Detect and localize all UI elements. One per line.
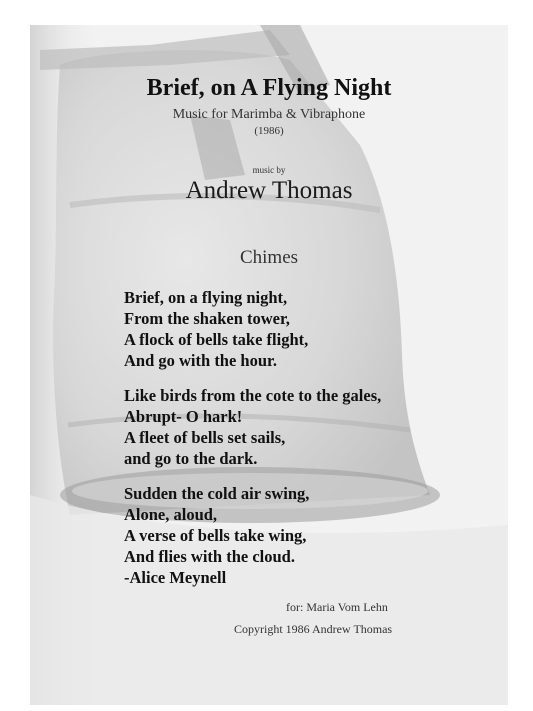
poem-line: And go with the hour. [124,351,277,370]
poem-line: And flies with the cloud. [124,547,295,566]
poem-line: Sudden the cold air swing, [124,484,310,503]
poem-line: A flock of bells take flight, [124,330,309,349]
poem-line: Like birds from the cote to the gales, [124,386,382,405]
dedication: for: Maria Vom Lehn [286,600,388,614]
poem-line: From the shaken tower, [124,309,290,328]
score-cover-page [30,25,508,705]
poem-line: and go to the dark. [124,449,258,468]
poem-title: Chimes [239,247,299,268]
poem-stanza-2 [124,385,381,469]
poem-line: Brief, on a flying night, [124,288,288,307]
piece-title: Brief, on A Flying Night [146,75,392,101]
poem-line: A verse of bells take wing, [124,526,307,545]
poem-line: Abrupt- O hark! [124,407,243,426]
music-by-label: music by [252,165,286,175]
poem-attribution: -Alice Meynell [124,568,227,587]
composition-year: (1986) [254,125,284,137]
poem-line: Alone, aloud, [124,505,218,524]
poem-stanza-3 [124,483,309,588]
copyright-notice: Copyright 1986 Andrew Thomas [234,622,393,636]
poem-line: A fleet of bells set sails, [124,428,286,447]
poem-stanza-1 [124,287,308,371]
instrumentation-subtitle: Music for Marimba & Vibraphone [172,107,366,122]
composer-name: Andrew Thomas [185,177,353,204]
